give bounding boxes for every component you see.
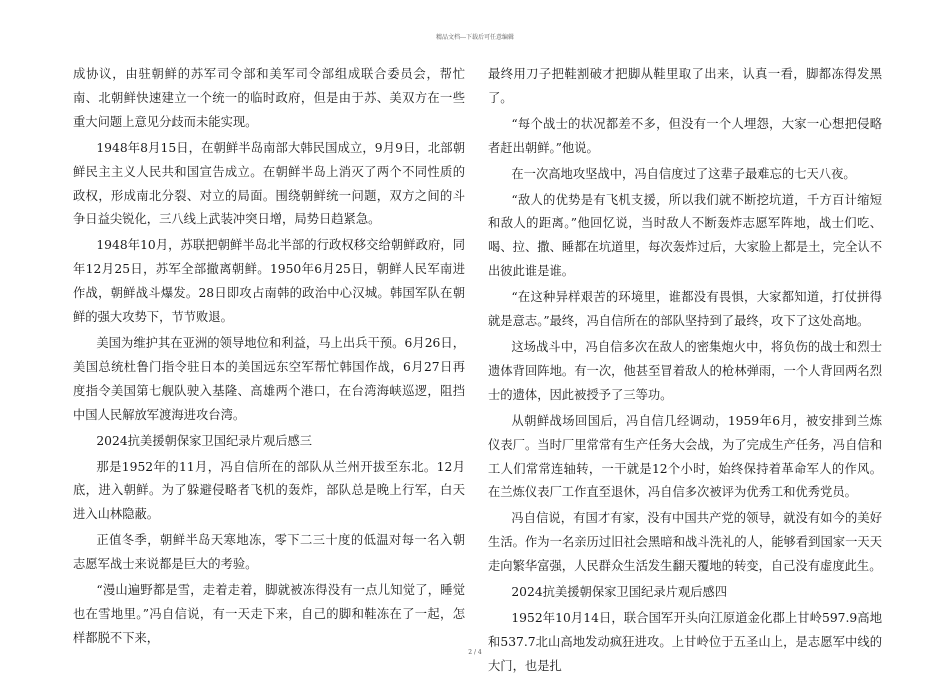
paragraph: 这场战斗中，冯自信多次在敌人的密集炮火中，将负伤的战士和烈士遗体背回阵地。有一次，他甚至冒着敌人的枪林弹雨，一个人背回两名烈士的遗体，因此被授予了三等功。 <box>488 339 882 402</box>
section-heading: 2024抗美援朝保家卫国纪录片观后感三 <box>96 433 313 448</box>
section-heading: 2024抗美援朝保家卫国纪录片观后感四 <box>511 585 728 600</box>
right-column <box>488 63 882 679</box>
paragraph: 成协议，由驻朝鲜的苏军司令部和美军司令部组成联合委员会，帮忙南、北朝鲜快速建立一个统一的临时政府，但是由于苏、美双方在一些重大问题上意见分歧而未能实现。 <box>73 67 465 129</box>
paragraph: 最终用刀子把鞋割破才把脚从鞋里取了出来，认真一看，脚都冻得发黑了。 <box>488 67 882 105</box>
paragraph: “在这种异样艰苦的环境里，谁都没有畏惧，大家都知道，打仗拼得就是意志。”最终，冯自信所在的部队坚持到了最终，攻下了这处高地。 <box>488 290 882 329</box>
paragraph: 1948年8月15日，在朝鲜半岛南部大韩民国成立，9月9日，北部朝鲜民主主义人民共和国宣告成立。在朝鲜半岛上消灭了两个不同性质的政权，形成南北分裂、对立的局面。围绕朝鲜统一问题，双方之间的斗争日益尖锐化，三八线上武装冲突日增，局势日趋紧急。 <box>73 140 465 227</box>
page-number: 2 / 4 <box>468 649 482 656</box>
paragraph: 1948年10月，苏联把朝鲜半岛北半部的行政权移交给朝鲜政府，同年12月25日，苏军全部撤离朝鲜。1950年6月25日，朝鲜人民军南进作战，朝鲜战斗爆发。28日即攻占南韩的政治中心汉城。韩国军队在朝鲜的强大攻势下，节节败退。 <box>73 238 465 325</box>
paragraph: 冯自信说，有国才有家，没有中国共产党的领导，就没有如今的美好生活。作为一名亲历过旧社会黑暗和战斗洗礼的人，能够看到国家一天天走向繁华富强，人民群众生活发生翻天覆地的转变，自己没有虚度此生。 <box>488 511 882 574</box>
paragraph: “漫山遍野都是雪，走着走着，脚就被冻得没有一点儿知觉了，睡觉也在雪地里。”冯自信说，有一天走下来，自己的脚和鞋冻在了一起，怎样都脱不下来， <box>73 583 465 645</box>
page-header: 精品文档---下载后可任意编辑 <box>435 34 515 41</box>
paragraph: 在一次高地攻坚战中，冯自信度过了这辈子最难忘的七天八夜。 <box>511 166 856 181</box>
left-column <box>73 63 465 651</box>
paragraph: 1952年10月14日，联合国军开头向江原道金化郡上甘岭597.9高地和537.7北山高地发动疯狂进攻。上甘岭位于五圣山上，是志愿军中线的大门，也是扎 <box>488 610 882 673</box>
paragraph: 美国为维护其在亚洲的领导地位和利益，马上出兵干预。6月26日，美国总统杜鲁门指令驻日本的美国远东空军帮忙韩国作战，6月27日再度指令美国第七舰队驶入基隆、高雄两个港口，在台湾海峡巡逻，阻挡中国人民解放军渡海进攻台湾。 <box>73 335 465 422</box>
paragraph: “每个战士的状况都差不多，但没有一个人埋怨，大家一心想把侵略者赶出朝鲜。”他说。 <box>488 116 882 155</box>
paragraph: 那是1952年的11月，冯自信所在的部队从兰州开拔至东北。12月底，进入朝鲜。为了躲避侵略者飞机的轰炸，部队总是晚上行军，白天进入山林隐蔽。 <box>73 459 465 522</box>
paragraph: 从朝鲜战场回国后，冯自信几经调动，1959年6月，被安排到兰炼仪表厂。当时厂里常常有生产任务大会战，为了完成生产任务，冯自信和工人们常常连轴转，一干就是12个小时，始终保持着革命军人的作风。在兰炼仪表厂工作直至退休，冯自信多次被评为优秀工和优秀党员。 <box>488 413 882 500</box>
paragraph: “敌人的优势是有飞机支援，所以我们就不断挖坑道，千方百计缩短和敌人的距离。”他回忆说，当时敌人不断轰炸志愿军阵地，战士们吃、喝、拉、撒、睡都在坑道里，每次轰炸过后，大家脸上都是土，完全认不出彼此谁是谁。 <box>488 192 882 279</box>
paragraph: 正值冬季，朝鲜半岛天寒地冻，零下二三十度的低温对每一名入朝志愿军战士来说都是巨大的考验。 <box>73 533 465 572</box>
